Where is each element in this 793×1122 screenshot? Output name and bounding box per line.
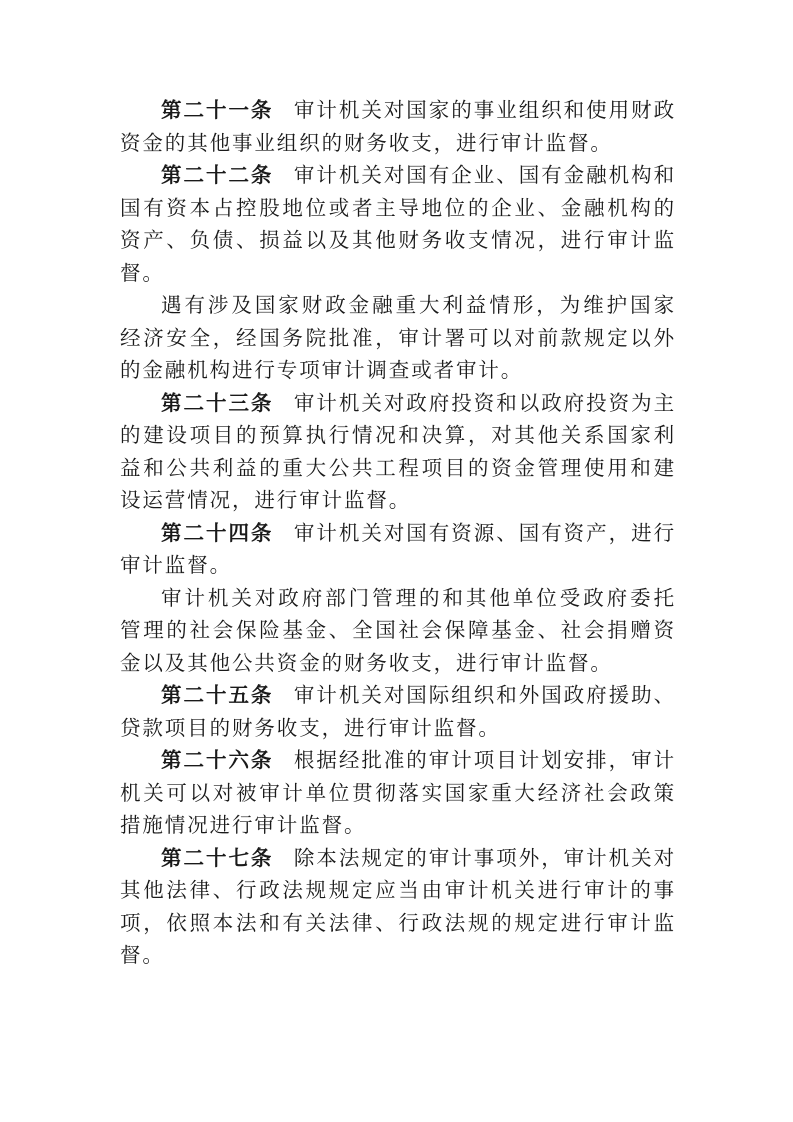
article-26-heading: 第二十六条 [161, 748, 274, 772]
article-23-text: 审计机关对政府投资和以政府投资为主的建设项目的预算执行情况和决算，对其他关系国家利益和公共利益的重大公共工程项目的资金管理使用和建设运营情况，进行审计监督。 [120, 390, 676, 512]
article-22-paragraph-2 [120, 289, 676, 387]
article-22-heading: 第二十二条 [161, 163, 274, 187]
article-24-paragraph-2 [120, 582, 676, 680]
article-21-heading: 第二十一条 [161, 98, 274, 122]
article-25-text: 审计机关对国际组织和外国政府援助、贷款项目的财务收支，进行审计监督。 [120, 683, 676, 740]
article-24-paragraph [120, 517, 676, 582]
article-27-heading: 第二十七条 [161, 845, 274, 870]
article-21-text: 审计机关对国家的事业组织和使用财政资金的其他事业组织的财务收支，进行审计监督。 [120, 98, 676, 155]
article-21-paragraph [120, 94, 676, 159]
article-25-heading: 第二十五条 [161, 683, 274, 707]
article-26-paragraph [120, 744, 676, 842]
article-22-text-2: 遇有涉及国家财政金融重大利益情形，为维护国家经济安全，经国务院批准，审计署可以对前款规定以外的金融机构进行专项审计调查或者审计。 [120, 293, 676, 382]
article-24-text-2: 审计机关对政府部门管理的和其他单位受政府委托管理的社会保险基金、全国社会保障基金、社会捐赠资金以及其他公共资金的财务收支，进行审计监督。 [120, 585, 676, 675]
article-27-paragraph [120, 842, 676, 972]
document-page [120, 94, 676, 972]
article-22-paragraph [120, 159, 676, 289]
article-23-heading: 第二十三条 [161, 390, 274, 415]
article-24-heading: 第二十四条 [161, 520, 274, 545]
article-22-text: 审计机关对国有企业、国有金融机构和国有资本占控股地位或者主导地位的企业、金融机构的资产、负债、损益以及其他财务收支情况，进行审计监督。 [120, 163, 676, 285]
article-24-text: 审计机关对国有资源、国有资产，进行审计监督。 [120, 520, 676, 577]
article-27-text: 除本法规定的审计事项外，审计机关对其他法律、行政法规规定应当由审计机关进行审计的事项，依照本法和有关法律、行政法规的规定进行审计监督。 [120, 845, 676, 967]
article-23-paragraph [120, 387, 676, 517]
article-26-text: 根据经批准的审计项目计划安排，审计机关可以对被审计单位贯彻落实国家重大经济社会政策措施情况进行审计监督。 [120, 748, 676, 837]
article-25-paragraph [120, 679, 676, 744]
